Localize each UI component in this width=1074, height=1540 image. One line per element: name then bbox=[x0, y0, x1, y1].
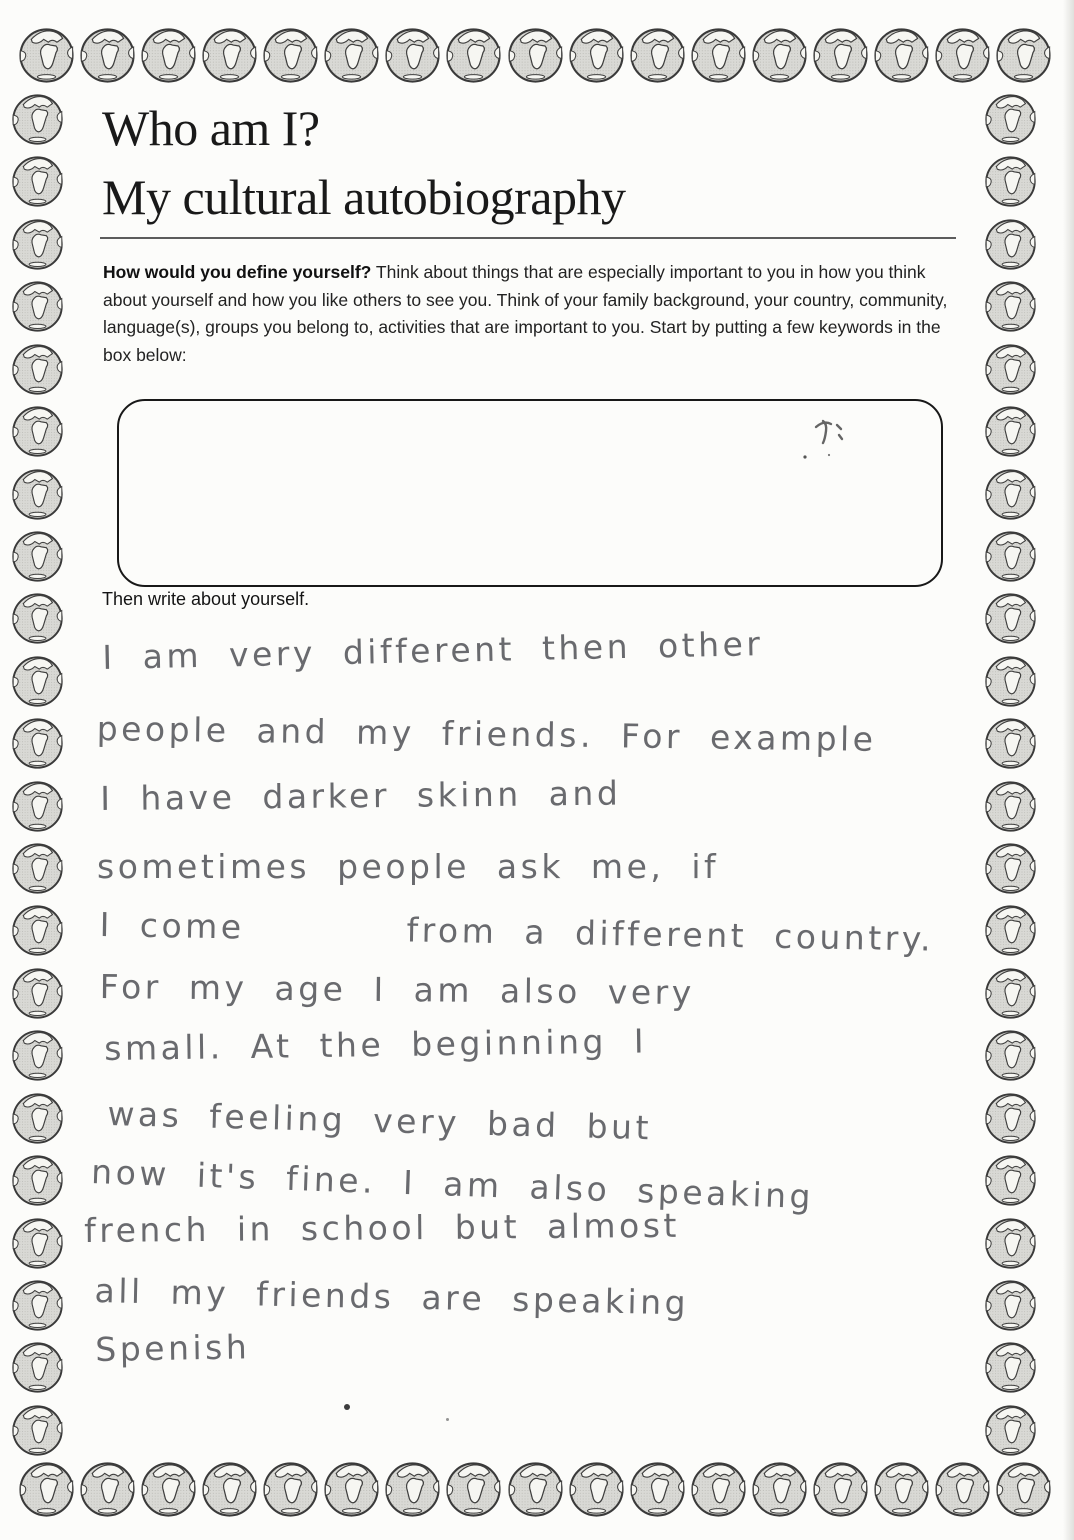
globe-icon bbox=[984, 343, 1037, 396]
globe-icon bbox=[984, 1341, 1037, 1394]
globe-border-right bbox=[984, 93, 1040, 1457]
globe-icon bbox=[984, 780, 1037, 833]
ink-smudge bbox=[799, 415, 859, 470]
intro-paragraph bbox=[103, 259, 971, 369]
globe-icon bbox=[79, 27, 136, 84]
globe-icon bbox=[984, 967, 1037, 1020]
handwritten-line-11: all my friends are speaking bbox=[94, 1271, 690, 1323]
globe-icon bbox=[140, 27, 197, 84]
globe-icon bbox=[690, 27, 747, 84]
globe-icon bbox=[11, 1217, 64, 1270]
handwritten-line-2: people and my friends. For example bbox=[96, 709, 877, 759]
globe-icon bbox=[323, 1461, 380, 1518]
title-line-2: My cultural autobiography bbox=[102, 169, 626, 225]
globe-icon bbox=[11, 1092, 64, 1145]
globe-icon bbox=[751, 27, 808, 84]
globe-icon bbox=[995, 1461, 1052, 1518]
globe-icon bbox=[984, 655, 1037, 708]
handwritten-line-3: I have darker skinn and bbox=[100, 773, 622, 818]
globe-icon bbox=[984, 592, 1037, 645]
globe-icon bbox=[812, 1461, 869, 1518]
globe-icon bbox=[984, 1217, 1037, 1270]
handwritten-line-6: For my age I am also very bbox=[99, 967, 695, 1013]
globe-icon bbox=[11, 967, 64, 1020]
globe-icon bbox=[984, 904, 1037, 957]
globe-icon bbox=[11, 1404, 64, 1457]
globe-icon bbox=[262, 27, 319, 84]
globe-icon bbox=[201, 1461, 258, 1518]
globe-icon bbox=[984, 1154, 1037, 1207]
globe-icon bbox=[11, 842, 64, 895]
globe-icon bbox=[140, 1461, 197, 1518]
title-rule bbox=[100, 237, 956, 239]
globe-icon bbox=[984, 842, 1037, 895]
title-line-1: Who am I? bbox=[102, 100, 320, 156]
globe-icon bbox=[11, 343, 64, 396]
globe-icon bbox=[984, 1029, 1037, 1082]
globe-icon bbox=[11, 530, 64, 583]
globe-icon bbox=[11, 468, 64, 521]
intro-question: How would you define yourself? bbox=[103, 262, 372, 282]
globe-icon bbox=[507, 1461, 564, 1518]
globe-icon bbox=[11, 1154, 64, 1207]
handwritten-line-4: sometimes people ask me, if bbox=[97, 847, 720, 886]
globe-icon bbox=[11, 218, 64, 271]
globe-icon bbox=[79, 1461, 136, 1518]
globe-icon bbox=[984, 1279, 1037, 1332]
globe-icon bbox=[11, 405, 64, 458]
globe-icon bbox=[384, 1461, 441, 1518]
handwritten-line-10: french in school but almost bbox=[84, 1205, 681, 1250]
globe-icon bbox=[873, 27, 930, 84]
globe-icon bbox=[201, 27, 258, 84]
globe-icon bbox=[984, 1092, 1037, 1145]
handwritten-line-8: was feeling very bad but bbox=[106, 1094, 653, 1148]
page-title bbox=[102, 94, 626, 232]
globe-icon bbox=[934, 27, 991, 84]
globe-icon bbox=[11, 780, 64, 833]
globe-icon bbox=[568, 27, 625, 84]
globe-icon bbox=[11, 1279, 64, 1332]
globe-icon bbox=[984, 468, 1037, 521]
handwritten-line-9: now it's fine. I am also speaking bbox=[90, 1152, 815, 1217]
stray-ink-dot-small bbox=[446, 1418, 449, 1421]
globe-icon bbox=[629, 27, 686, 84]
keywords-box bbox=[117, 399, 943, 587]
globe-icon bbox=[507, 27, 564, 84]
handwritten-line-1: I am very different then other bbox=[102, 624, 764, 677]
globe-icon bbox=[984, 280, 1037, 333]
globe-icon bbox=[18, 1461, 75, 1518]
globe-border-left bbox=[11, 93, 64, 1457]
globe-icon bbox=[262, 1461, 319, 1518]
globe-icon bbox=[11, 93, 64, 146]
globe-icon bbox=[11, 155, 64, 208]
globe-icon bbox=[873, 1461, 930, 1518]
globe-icon bbox=[984, 1404, 1037, 1457]
globe-icon bbox=[11, 1029, 64, 1082]
handwritten-line-7: small. At the beginning I bbox=[104, 1021, 648, 1068]
globe-icon bbox=[384, 27, 441, 84]
globe-icon bbox=[984, 218, 1037, 271]
globe-icon bbox=[18, 27, 75, 84]
globe-icon bbox=[11, 1341, 64, 1394]
globe-icon bbox=[690, 1461, 747, 1518]
globe-icon bbox=[323, 27, 380, 84]
intro-body: Think about things that are especially important to you in how you think about yourself and how you like others to see you. Think of your family background, your country, community, language(s), groups you belong to, activities that are important to you. Start by putting a few keywords in the box below: bbox=[103, 262, 948, 365]
scan-edge-shadow bbox=[1063, 0, 1074, 1540]
handwritten-line-5: I come from a different country. bbox=[99, 905, 935, 959]
globe-icon bbox=[934, 1461, 991, 1518]
globe-icon bbox=[445, 27, 502, 84]
stray-ink-dot bbox=[344, 1404, 350, 1410]
globe-icon bbox=[984, 717, 1037, 770]
globe-border-bottom bbox=[18, 1461, 1052, 1521]
globe-icon bbox=[445, 1461, 502, 1518]
globe-icon bbox=[995, 27, 1052, 84]
globe-icon bbox=[751, 1461, 808, 1518]
handwritten-line-12: Spenish bbox=[95, 1327, 251, 1369]
globe-icon bbox=[11, 717, 64, 770]
globe-icon bbox=[11, 904, 64, 957]
globe-icon bbox=[984, 93, 1037, 146]
globe-icon bbox=[11, 280, 64, 333]
globe-icon bbox=[568, 1461, 625, 1518]
then-write-label: Then write about yourself. bbox=[102, 589, 310, 609]
globe-icon bbox=[11, 592, 64, 645]
globe-icon bbox=[984, 530, 1037, 583]
globe-icon bbox=[984, 405, 1037, 458]
globe-border-top bbox=[18, 27, 1052, 85]
globe-icon bbox=[11, 655, 64, 708]
globe-icon bbox=[629, 1461, 686, 1518]
globe-icon bbox=[984, 155, 1037, 208]
globe-icon bbox=[812, 27, 869, 84]
